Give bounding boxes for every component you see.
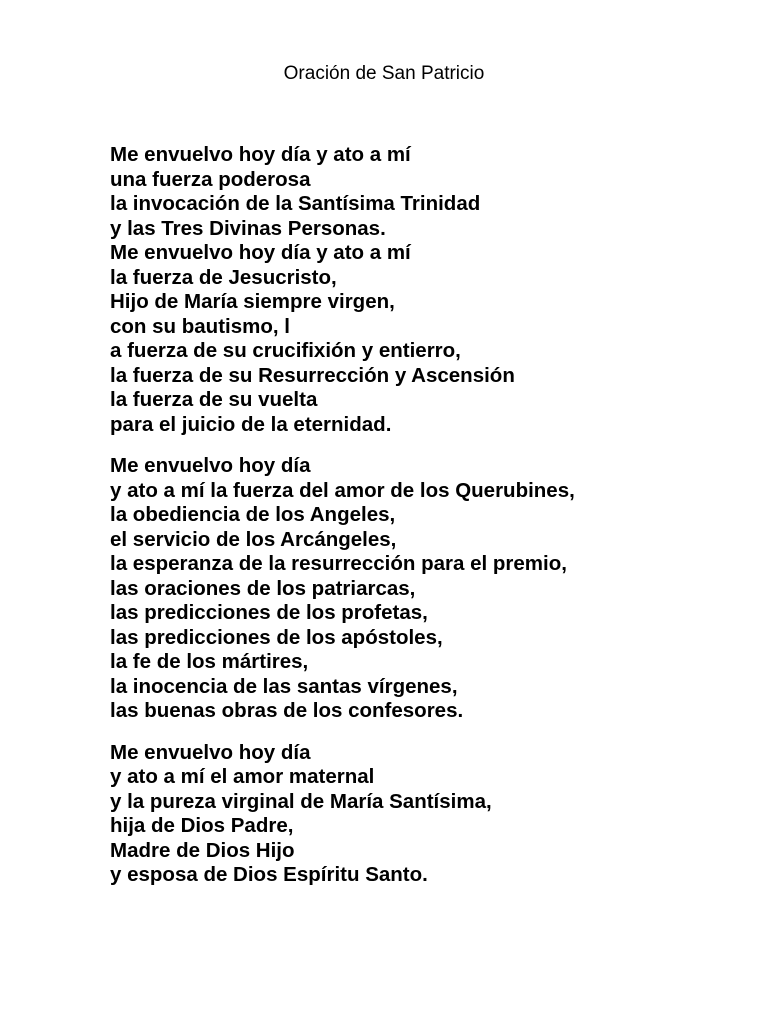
stanza-1 — [110, 143, 750, 437]
stanza-line: la inocencia de las santas vírgenes, — [110, 674, 458, 698]
stanza-line: hija de Dios Padre, — [110, 814, 294, 837]
stanza-line: Madre de Dios Hijo — [110, 838, 295, 862]
stanza-line: las oraciones de los patriarcas, — [110, 576, 416, 600]
stanza-line: y las Tres Divinas Personas. — [110, 216, 386, 240]
stanza-line: y la pureza virginal de María Santísima, — [110, 789, 492, 813]
stanza-line: Hijo de María siempre virgen, — [110, 290, 395, 313]
stanza-line: Me envuelvo hoy día — [110, 740, 311, 764]
stanza-line: la fe de los mártires, — [110, 650, 309, 673]
document-title: Oración de San Patricio — [283, 63, 485, 84]
stanza-line: la fuerza de Jesucristo, — [110, 265, 337, 289]
stanza-line: y esposa de Dios Espíritu Santo. — [110, 863, 428, 886]
stanza-line: y ato a mí el amor maternal — [110, 765, 375, 788]
stanza-line: las predicciones de los apóstoles, — [110, 625, 443, 649]
prayer-body — [110, 143, 750, 905]
stanza-line: y ato a mí la fuerza del amor de los Querubines, — [110, 478, 575, 502]
stanza-line: para el juicio de la eternidad. — [110, 412, 392, 436]
stanza-3 — [110, 741, 750, 888]
stanza-line: con su bautismo, l — [110, 314, 290, 338]
stanza-line: las buenas obras de los confesores. — [110, 699, 464, 722]
stanza-line: Me envuelvo hoy día — [110, 454, 311, 477]
stanza-line: el servicio de los Arcángeles, — [110, 527, 397, 551]
stanza-line: Me envuelvo hoy día y ato a mí — [110, 241, 411, 264]
stanza-2 — [110, 454, 750, 724]
stanza-line: a fuerza de su crucifixión y entierro, — [110, 339, 461, 362]
stanza-line: Me envuelvo hoy día y ato a mí — [110, 143, 411, 166]
stanza-line: la fuerza de su Resurrección y Ascensión — [110, 363, 515, 387]
stanza-line: la esperanza de la resurrección para el premio, — [110, 552, 567, 575]
stanza-line: una fuerza poderosa — [110, 167, 311, 191]
stanza-line: la obediencia de los Angeles, — [110, 503, 396, 526]
stanza-line: las predicciones de los profetas, — [110, 601, 428, 624]
stanza-line: la fuerza de su vuelta — [110, 388, 318, 411]
stanza-line: la invocación de la Santísima Trinidad — [110, 192, 481, 215]
